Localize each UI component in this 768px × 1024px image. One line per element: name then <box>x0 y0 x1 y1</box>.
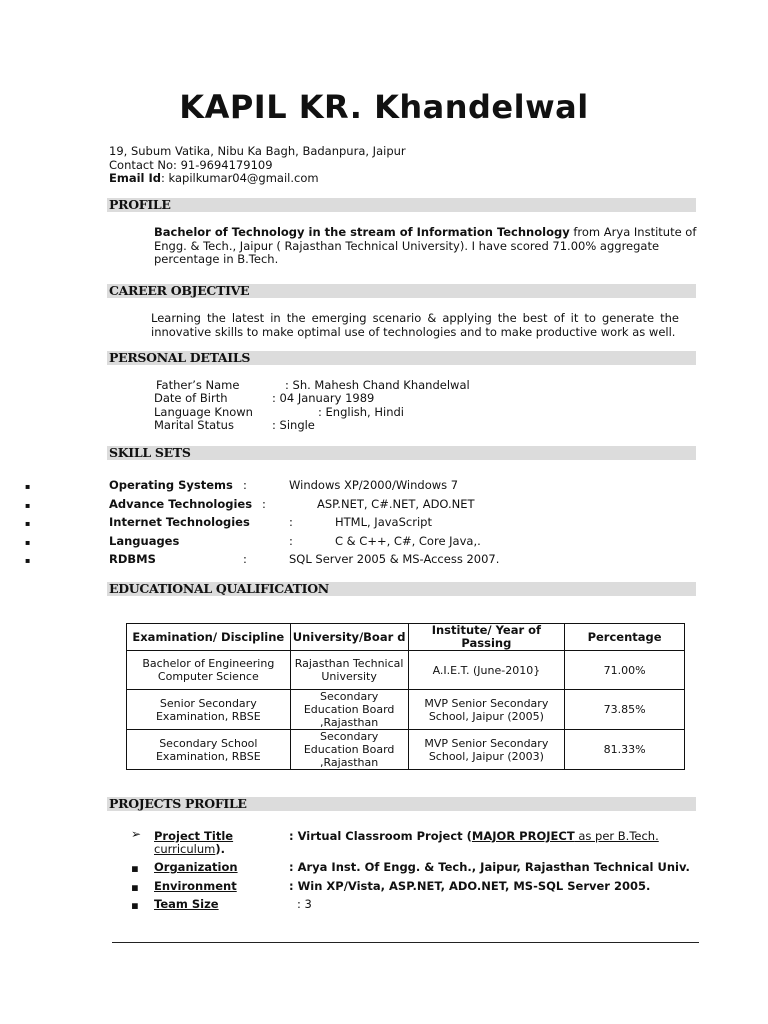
table-header-cell: Institute/ Year of Passing <box>408 624 565 651</box>
skill-bullet-icon: ▪ <box>25 556 31 565</box>
table-cell: MVP Senior Secondary School, Jaipur (2005) <box>408 690 565 730</box>
skill-colon-advance: : <box>262 497 266 511</box>
table-cell: Senior Secondary Examination, RBSE <box>127 690 291 730</box>
project-bullet-icon: ▪ <box>131 880 139 894</box>
table-cell: Rajasthan Technical University <box>290 651 408 690</box>
skill-value-advance: ASP.NET, C#.NET, ADO.NET <box>317 497 475 511</box>
project-title-suffix: as per B.Tech. <box>574 829 659 843</box>
email-label: Email Id <box>109 171 161 185</box>
skill-label-os: Operating Systems <box>109 478 233 492</box>
personal-value-language: : English, Hindi <box>318 405 404 419</box>
profile-bold-text: Bachelor of Technology in the stream of Information Technology <box>154 225 570 239</box>
project-title-curriculum: curriculum <box>154 842 216 856</box>
project-label-environment <box>154 880 237 894</box>
personal-label-marital: Marital Status <box>154 418 234 432</box>
table-header-cell: Percentage <box>565 624 685 651</box>
project-label-environment-text: Environment <box>154 879 237 893</box>
project-label-team-size-text: Team Size <box>154 897 219 911</box>
skill-bullet-icon: ▪ <box>25 482 31 491</box>
skill-label-rdbms: RDBMS <box>109 552 156 566</box>
table-cell: 71.00% <box>565 651 685 690</box>
project-title-line2 <box>154 843 225 857</box>
table-header-row <box>127 624 685 651</box>
profile-rest-line1: from Arya Institute of <box>569 225 697 239</box>
career-line2: innovative skills to make optimal use of technologies and to make productive work as well. <box>151 324 676 339</box>
career-text <box>151 312 679 339</box>
project-label-organization <box>154 861 238 875</box>
skill-bullet-icon: ▪ <box>25 519 31 528</box>
project-title-major: MAJOR PROJECT <box>471 829 575 843</box>
project-label-organization-text: Organization <box>154 860 238 874</box>
section-heading-career: CAREER OBJECTIVE <box>107 284 696 298</box>
profile-line3: percentage in B.Tech. <box>154 252 279 266</box>
personal-label-language: Language Known <box>154 405 253 419</box>
personal-value-marital: : Single <box>272 418 315 432</box>
candidate-name: KAPIL KR. Khandelwal <box>179 88 589 126</box>
skill-value-languages: C & C++, C#, Core Java,. <box>335 534 481 548</box>
project-title-label-text: Project Title <box>154 829 234 843</box>
skill-label-languages: Languages <box>109 534 180 548</box>
section-heading-personal: PERSONAL DETAILS <box>107 351 696 365</box>
table-header-cell: Examination/ Discipline <box>127 624 291 651</box>
table-cell: Secondary Education Board ,Rajasthan <box>290 690 408 730</box>
project-bullet-icon: ▪ <box>131 898 139 912</box>
skill-colon-languages: : <box>289 534 293 548</box>
table-cell: A.I.E.T. (June-2010} <box>408 651 565 690</box>
skill-value-os: Windows XP/2000/Windows 7 <box>289 478 459 492</box>
profile-text <box>154 225 697 267</box>
skill-value-rdbms: SQL Server 2005 & MS-Access 2007. <box>289 552 500 566</box>
project-bullet-icon: ▪ <box>131 861 139 875</box>
project-title-value <box>289 830 659 844</box>
skill-label-internet: Internet Technologies <box>109 515 250 529</box>
table-cell: Secondary Education Board ,Rajasthan <box>290 730 408 770</box>
table-cell: 81.33% <box>565 730 685 770</box>
table-header-cell: University/Boar d <box>290 624 408 651</box>
table-row <box>127 690 685 730</box>
project-value-environment: : Win XP/Vista, ASP.NET, ADO.NET, MS-SQL Server 2005. <box>289 879 651 893</box>
project-value-organization: : Arya Inst. Of Engg. & Tech., Jaipur, Rajasthan Technical Univ. <box>289 860 690 874</box>
personal-label-father: Father’s Name <box>156 378 240 392</box>
skill-bullet-icon: ▪ <box>25 501 31 510</box>
section-heading-profile: PROFILE <box>107 198 696 212</box>
career-line1: Learning the latest in the emerging scenario & applying the best of it to generate the <box>151 311 679 325</box>
skill-value-internet: HTML, JavaScript <box>335 515 432 529</box>
profile-line2: Engg. & Tech., Jaipur ( Rajasthan Technical University). I have scored 71.00% aggregate <box>154 238 660 253</box>
project-value-team-size: : 3 <box>297 897 312 911</box>
personal-value-dob: : 04 January 1989 <box>272 391 375 405</box>
table-cell: 73.85% <box>565 690 685 730</box>
skill-colon-rdbms: : <box>243 552 247 566</box>
email-value: : kapilkumar04@gmail.com <box>161 171 319 185</box>
skill-bullet-icon: ▪ <box>25 538 31 547</box>
contact-block <box>109 145 406 186</box>
skill-label-advance: Advance Technologies <box>109 497 253 511</box>
table-row <box>127 651 685 690</box>
project-title-close: ). <box>215 842 225 856</box>
table-cell: Secondary School Examination, RBSE <box>127 730 291 770</box>
address: 19, Subum Vatika, Nibu Ka Bagh, Badanpura, Jaipur <box>109 144 406 158</box>
email-line <box>109 172 406 186</box>
education-table <box>126 623 685 770</box>
table-row <box>127 730 685 770</box>
personal-value-father: : Sh. Mahesh Chand Khandelwal <box>285 378 470 392</box>
table-cell: Bachelor of Engineering Computer Science <box>127 651 291 690</box>
skill-colon-internet: : <box>289 515 293 529</box>
personal-label-dob: Date of Birth <box>154 391 228 405</box>
project-label-team-size <box>154 898 219 912</box>
arrow-bullet-icon: ➢ <box>131 827 142 841</box>
table-cell: MVP Senior Secondary School, Jaipur (2003) <box>408 730 565 770</box>
project-title-prefix: : Virtual Classroom Project ( <box>289 829 472 843</box>
section-heading-projects: PROJECTS PROFILE <box>107 797 696 811</box>
skill-colon-os: : <box>243 478 247 492</box>
bottom-divider <box>112 942 699 943</box>
phone: Contact No: 91-9694179109 <box>109 157 273 172</box>
section-heading-skills: SKILL SETS <box>107 446 696 460</box>
section-heading-education: EDUCATIONAL QUALIFICATION <box>107 582 696 596</box>
